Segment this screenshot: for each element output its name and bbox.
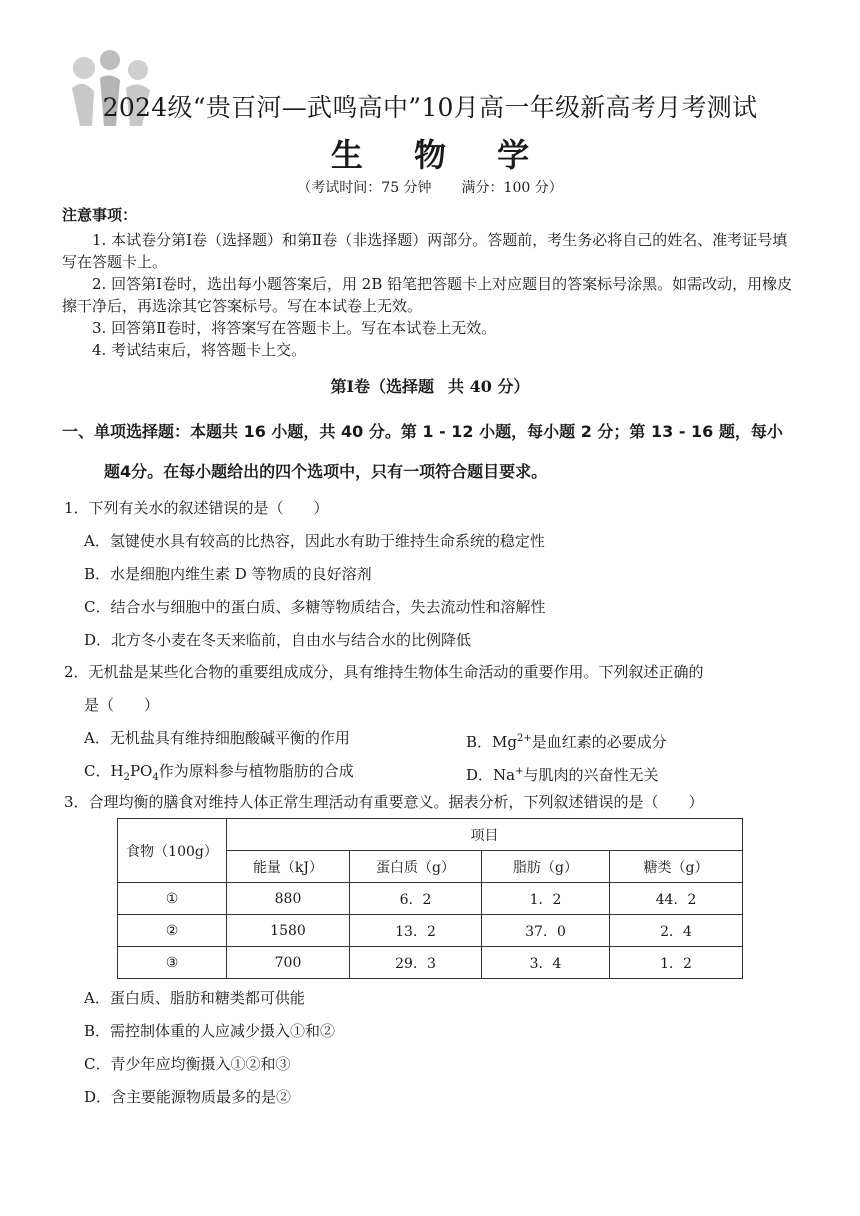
question-stem: 3．合理均衡的膳食对维持人体正常生理活动有重要意义。据表分析，下列叙述错误的是（ ） (64, 793, 704, 811)
option-b: B．水是细胞内维生素 D 等物质的良好溶剂 (84, 565, 372, 583)
option-c: C．青少年应均衡摄入①②和③ (84, 1055, 291, 1073)
table-cell: 37．0 (482, 915, 610, 947)
exam-info (0, 177, 860, 197)
table-cell: 1．2 (610, 947, 743, 979)
section-title-a: 第Ⅰ卷（选择题 (330, 377, 435, 396)
question-stem: 是（ ） (84, 696, 160, 714)
section-title-b: 共 40 分） (448, 377, 530, 396)
exam-time: （考试时间：75 分钟 (297, 180, 432, 196)
note-item: 2. 回答第Ⅰ卷时，选出每小题答案后，用 2B 铅笔把答题卡上对应题目的答案标号涂黑。如需改动，用橡皮擦干净后，再选涂其它答案标号。写在本试卷上无效。 (62, 275, 793, 315)
option-d: D．含主要能源物质最多的是② (84, 1088, 292, 1106)
notes-list (62, 229, 798, 361)
option-a: A．氢键使水具有较高的比热容，因此水有助于维持生命系统的稳定性 (84, 532, 545, 550)
column-header: 脂肪（g） (482, 851, 610, 883)
food-header: 食物（100g） (118, 819, 227, 883)
instruction-line: 题4分。在每小题给出的四个选项中，只有一项符合题目要求。 (104, 462, 548, 481)
food-cell: ② (118, 915, 227, 947)
table-cell: 1．2 (482, 883, 610, 915)
note-item: 3. 回答第Ⅱ卷时，将答案写在答题卡上。写在本试卷上无效。 (92, 319, 497, 337)
option-d: D．Na+与肌肉的兴奋性无关 (466, 766, 659, 784)
full-score: 满分：100 分） (461, 180, 563, 196)
table-row (118, 883, 743, 915)
food-cell: ③ (118, 947, 227, 979)
subject-title: 生 物 学 (330, 136, 550, 174)
question-3-options (64, 982, 804, 1114)
table-row (118, 947, 743, 979)
option-d: D．北方冬小麦在冬天来临前，自由水与结合水的比例降低 (84, 631, 472, 649)
section-instruction (62, 412, 808, 492)
note-item: 1. 本试卷分第Ⅰ卷（选择题）和第Ⅱ卷（非选择题）两部分。答题前，考生务必将自己的姓名、准考证号填写在答题卡上。 (62, 231, 788, 271)
table-cell: 3．4 (482, 947, 610, 979)
option-b: B．$Mg^{2+}$是血红素的必要成分 (466, 733, 667, 751)
group-header: 项目 (227, 819, 743, 851)
option-c: C．$H_2PO_4$作为原料参与植物脂肪的合成 (84, 762, 354, 783)
question-stem: 2．无机盐是某些化合物的重要组成成分，具有维持生物体生命活动的重要作用。下列叙述正确的 (64, 663, 704, 681)
exam-title: 2024级“贵百河—武鸣高中”10月高一年级新高考月考测试 (102, 93, 758, 122)
section-title (0, 374, 860, 397)
option-row (64, 755, 804, 788)
option-b: B．需控制体重的人应减少摄入①和② (84, 1022, 336, 1040)
food-cell: ① (118, 883, 227, 915)
instruction-line: 一、单项选择题：本题共 16 小题，共 40 分。第 1 - 12 小题，每小题 2 分；第 13 - 16 题，每小 (62, 422, 783, 441)
table-cell: 44．2 (610, 883, 743, 915)
table-row (118, 915, 743, 947)
option-c: C．结合水与细胞中的蛋白质、多糖等物质结合，失去流动性和溶解性 (84, 598, 546, 616)
option-a: A．蛋白质、脂肪和糖类都可供能 (84, 989, 305, 1007)
question-3 (64, 786, 804, 819)
nutrition-table (117, 818, 743, 979)
column-header: 蛋白质（g） (350, 851, 482, 883)
table-cell: 13．2 (350, 915, 482, 947)
note-item: 4. 考试结束后，将答题卡上交。 (92, 341, 307, 359)
column-header: 糖类（g） (610, 851, 743, 883)
column-header: 能量（kJ） (227, 851, 350, 883)
notes-heading: 注意事项： (62, 206, 138, 224)
option-row (64, 722, 804, 755)
table-header-row (118, 819, 743, 851)
table-cell: 1580 (227, 915, 350, 947)
table-cell: 880 (227, 883, 350, 915)
question-1 (64, 492, 804, 657)
question-stem: 1．下列有关水的叙述错误的是（ ） (64, 499, 329, 517)
table-cell: 29．3 (350, 947, 482, 979)
table-cell: 6．2 (350, 883, 482, 915)
option-a: A．无机盐具有维持细胞酸碱平衡的作用 (84, 729, 350, 747)
question-2 (64, 656, 804, 788)
table-cell: 700 (227, 947, 350, 979)
table-cell: 2．4 (610, 915, 743, 947)
